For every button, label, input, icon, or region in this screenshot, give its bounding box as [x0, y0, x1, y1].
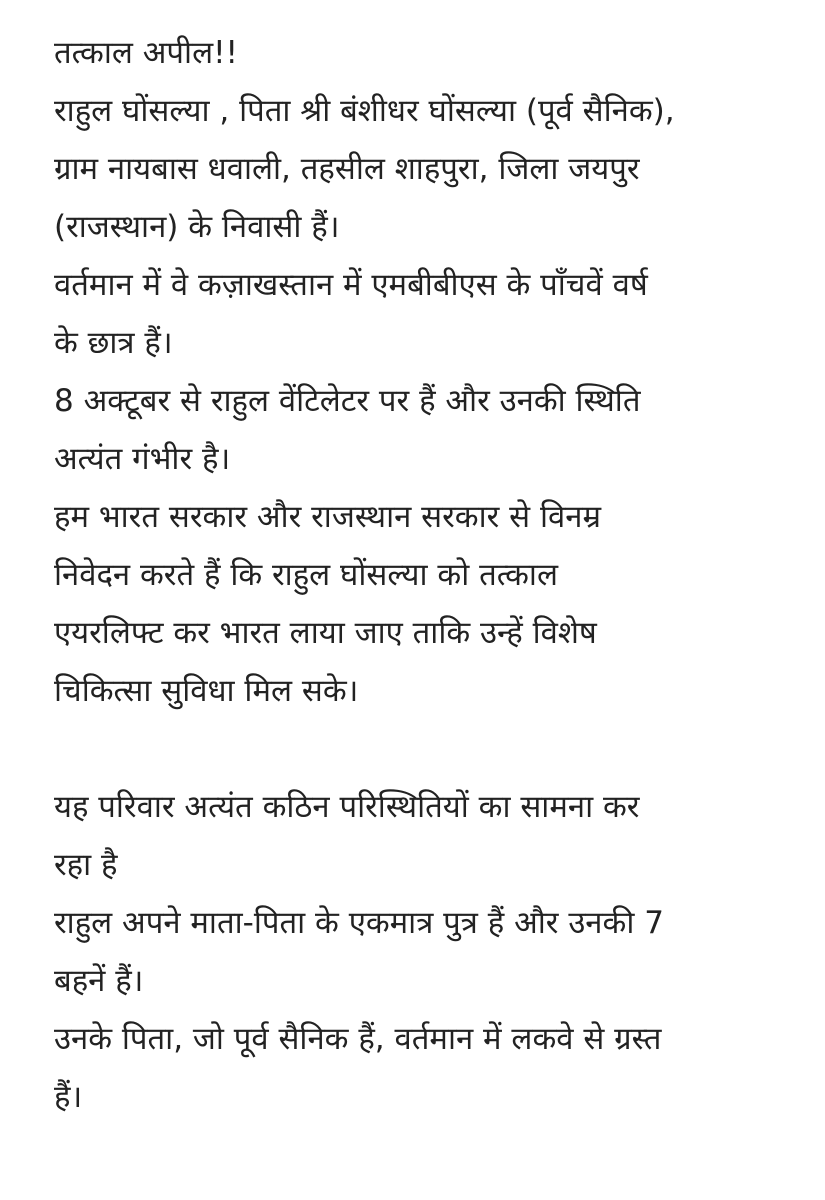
text-line: राहुल घोंसल्या , पिता श्री बंशीधर घोंसल्या (पूर्व सैनिक), — [54, 93, 675, 129]
text-line: एयरलिफ्ट कर भारत लाया जाए ताकि उन्हें विशेष — [54, 615, 597, 651]
text-line: राहुल अपने माता-पिता के एकमात्र पुत्र हैं और उनकी 7 — [54, 905, 664, 941]
text-line: रहा है — [54, 847, 118, 883]
text-line: (राजस्थान) के निवासी हैं। — [54, 209, 340, 245]
text-line: ग्राम नायबास धवाली, तहसील शाहपुरा, जिला जयपुर — [54, 151, 640, 187]
text-line: हैं। — [54, 1079, 83, 1115]
text-line: अत्यंत गंभीर है। — [54, 441, 231, 477]
text-line: उनके पिता, जो पूर्व सैनिक हैं, वर्तमान में लकवे से ग्रस्त — [54, 1021, 662, 1057]
text-line: यह परिवार अत्यंत कठिन परिस्थितियों का सामना कर — [54, 789, 640, 825]
text-line: 8 अक्टूबर से राहुल वेंटिलेटर पर हैं और उनकी स्थिति — [54, 383, 641, 419]
text-line: के छात्र हैं। — [54, 325, 173, 361]
paragraph-gap — [54, 720, 795, 778]
paragraph-student-details — [54, 82, 795, 720]
text-line: निवेदन करते हैं कि राहुल घोंसल्या को तत्काल — [54, 557, 558, 593]
paragraph-family-situation — [54, 778, 795, 1126]
text-line: वर्तमान में वे कज़ाखस्तान में एमबीबीएस के पाँचवें वर्ष — [54, 267, 648, 303]
text-line: हम भारत सरकार और राजस्थान सरकार से विनम्र — [54, 499, 601, 535]
appeal-heading: तत्काल अपील!! — [54, 35, 238, 71]
text-line: चिकित्सा सुविधा मिल सके। — [54, 673, 359, 709]
text-line: बहनें हैं। — [54, 963, 144, 999]
